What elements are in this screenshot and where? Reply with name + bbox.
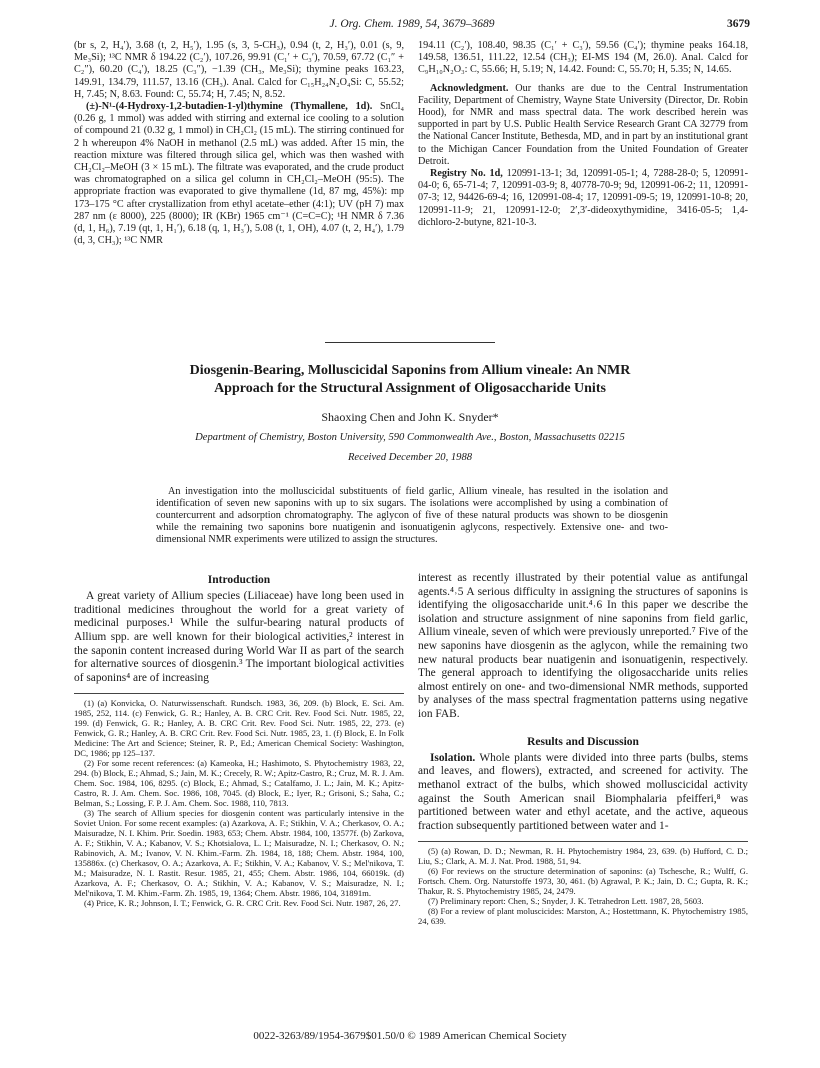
authors: Shaoxing Chen and John K. Snyder* [321,410,499,424]
isolation-paragraph [418,752,748,834]
acknowledgment-paragraph [418,83,748,168]
page-number: 3679 [727,18,750,30]
footnote: (1) (a) Konvicka, O. Naturwissenschaft. Rundsch. 1983, 36, 209. (b) Block, E. Sci. Am. 1985, 252, 114. (c) Fenwick, G. R.; Hanley, A. B. CRC Crit. Rev. Food Sci. Nutr. 1985, 22, 199. (d) Fenwick, G. R.; Hanley, A. B. CRC Crit. Rev. Food Sci. Nutr. 1985, 22, 273. (e) Fenwick, G. R.; Hanley, A. B. CRC Crit. Rev. Food Sci. Nutr. 1985, 23, 1. (f) Block, E. In Folk Medicine: The Art and Science; Steiner, R. P., Ed.; American Chemical Society: Washington, DC, 1986; pp 125–137. [74,698,404,759]
footnote: (3) The search of Allium species for diosgenin content was particularly intensive in the Soviet Union. For some recent examples: (a) Azarkova, A. F.; Stikhin, V. A.; Cherkasov, O. A.; Maisuradze, N. I. Khim. Prir. Soedin. 1983, 653; Chem. Abstr. 1984, 100, 13577f. (b) Zarkova, A. F.; Stikhin, V. A.; Kabanov, V. S.; Khotsialova, L. I.; Maisuradze, N. I.; Cherkasov, O. N.; Rabinovich, A. M.; Ivanov, V. N. Khim.-Farm. Zh. 1984, 18, 188; Chem. Abstr. 1984, 100, 135886x. (c) Cherkasov, O. A.; Azarkova, A. F.; Stikhin, V. A.; Kabanov, V. S.; Mel'nikova, T. M.; Maisuradze, N. I. Rastit. Resur. 1985, 21, 455; Chem. Abstr. 1986, 104, 66019k. (d) Azarkova, A. F.; Cherkasov, O. A.; Stikhin, V. A.; Kabanov, V. S.; Maisuradze, N. I.; Mel'nikova, T. M. Khim.-Farm. Zh. 1985, 19, 1364; Chem. Abstr. 1986, 104, 31891m. [74,808,404,899]
abstract: An investigation into the molluscicidal substituents of field garlic, Allium vineale, has resulted in the isolation and identification of seven new saponins with up to six sugars. The isolations were accomplished by using a combination of countercurrent and adsorption chromatography. The aglycon of five of these natural products was shown to be diosgenin while the remaining two saponins bore nuatigenin and isonuatigenin aglycons, respectively. Extensive one- and two-dimensional NMR experiments were utilized to assign the structures. [156,486,668,545]
nmr-continuation: 194.11 (C₂′), 108.40, 98.35 (C₁′ + C₃′), 59.56 (C₄′); thymine peaks 164.18, 149.58, 136.51, 111.22, 12.54 (CH₃); EI-MS 194 (M, 26.0). Anal. Calcd for C₉H₁₀N₂O₃: C, 55.66; H, 5.19; N, 14.42. Found: C, 55.70; H, 5.35; N, 14.65. [418,40,748,76]
previous-article-right-column [418,40,748,229]
received-date: Received December 20, 1988 [347,452,473,463]
registry-heading: Registry No. 1d, [430,168,503,180]
introduction-text: A great variety of Allium species (Liliaceae) have long been used in traditional medicines throughout the world for a great variety of medicinal purposes.¹ While the sulfur-bearing natural products of Allium spp. are well known for their biological activities,² interest in the saponin content increased during World War II as part of the search for alternative sources of diosgenin.³ The important biological activities of saponins⁴ are of increasing [74,590,404,684]
footnote: (4) Price, K. R.; Johnson, I. T.; Fenwick, G. R. CRC Crit. Rev. Food Sci. Nutr. 1987, 26, 27. [84,898,401,909]
left-body-column [74,572,404,908]
thymallene-paragraph [74,101,404,247]
registry-paragraph [418,168,748,229]
introduction-heading: Introduction [207,574,271,586]
title-line-2: Approach for the Structural Assignment of Oligosaccharide Units [214,381,606,396]
isolation-heading: Isolation. [430,751,476,764]
footnote: (2) For some recent references: (a) Kameoka, H.; Hashimoto, S. Phytochemistry 1983, 22, 294. (b) Block, E.; Ahmad, S.; Jain, M. K.; Crecely, R. W.; Apitz-Castro, R.; Cruz, M. R. J. Am. Chem. Soc. 1984, 106, 8295. (c) Block, E.; Ahmad, S.; Catalfamo, J. L.; Jain, M. K.; Apitz-Castro, R. J. Am. Chem. Soc. 1986, 108, 7045. (d) Block, E.; Iyer, R.; Grisoni, S.; Saha, C.; Belman, S.; Lossing, F. P. J. Am. Chem. Soc. 1988, 110, 7813. [74,758,404,809]
article-title [100,362,720,398]
footnote: (8) For a review of plant moluscicides: Marston, A.; Hostettmann, K. Phytochemistry 1985, 24, 639. [418,906,748,927]
footnote-divider [418,841,748,842]
footnote: (7) Preliminary report: Chen, S.; Snyder, J. K. Tetrahedron Lett. 1987, 28, 5603. [428,896,704,907]
journal-citation: J. Org. Chem. 1989, 54, 3679–3689 [329,18,495,30]
isolation-text: Whole plants were divided into three parts (bulbs, stems and leaves, and flowers), extracted, and screened for activity. The methanol extract of the bulbs, which showed molluscicidal activity against the South American snail Biomphalaria pfeifferi,⁸ was partitioned between water and ethyl acetate, and the active, aqueous fraction subsequently partitioned between water and 1- [418,751,748,832]
introduction-continued: interest as recently illustrated by their potential value as antifungal agents.⁴˒5 A serious difficulty in assigning the structures of saponins is identifying the oligosaccharide unit.⁴˒6 In this paper we describe the isolation and structure assignment of nine saponins from field garlic, Allium vineale, seven of which were previously unreported.⁷ Five of the new saponins have diosgenin as the aglycon, while the remaining two new natural products bear nuatigenin and isonuatigenin, respectively. The general approach to identifying the oligosaccharide units relies almost entirely on one- and two-dimensional NMR methods, supported by analyses of the mass spectral fragmentation patterns using negative ion FAB. [418,572,748,720]
registry-text: 120991-13-1; 3d, 120991-05-1; 4, 7288-28-0; 5, 120991-04-0; 6, 65-71-4; 7, 120991-03-9; 8, 40778-70-9; 9d, 120991-06-2; 11, 120991-07-3; 12, 94426-69-4; 16, 120991-08-4; 17, 120991-09-5; 19, 120991-10-8; 20, 120991-11-9; 21, 120991-12-0; 2′,3′-dideoxythymidine, 3416-05-5; 1,4-dichloro-2-butyne, 821-10-3. [418,168,748,228]
footnote-divider [74,693,404,694]
affiliation: Department of Chemistry, Boston University, 590 Commonwealth Ave., Boston, Massachusetts 02215 [195,432,625,443]
acknowledgment-text: Our thanks are due to the Central Instrumentation Facility, Department of Chemistry, Wayne State University (Director, Dr. Robin Hood), for NMR and mass spectral data. The work described herein was supported in part by U.S. Public Health Service Research Grant CA 32779 from the National Cancer Institute, Bethesda, MD, and in part by an institutional grant to the Michigan Cancer Foundation from the United Foundation of Greater Detroit. [418,82,748,167]
article-divider [325,342,495,343]
right-body-column [418,572,748,926]
footnote: (6) For reviews on the structure determination of saponins: (a) Tschesche, R.; Wulff, G. Fortsch. Chem. Org. Naturstoffe 1973, 30, 461. (b) Agrawal, P. K.; Jain, D. C.; Gupta, R. K.; Thakur, R. S. Phytochemistry 1985, 24, 2479. [418,866,748,897]
footnote: (5) (a) Rowan, D. D.; Newman, R. H. Phytochemistry 1984, 23, 639. (b) Hufford, C. D.; Liu, S.; Clark, A. M. J. Nat. Prod. 1988, 51, 94. [418,846,748,867]
footnotes-left [74,698,404,908]
running-head [74,18,750,30]
footnotes-right [418,846,748,926]
previous-article-left-column [74,40,404,247]
acknowledgment-heading: Acknowledgment. [430,82,509,94]
compound-procedure: SnCl₄ (0.26 g, 1 mmol) was added with stirring and external ice cooling to a solution of compound 21 (0.32 g, 1 mmol) in CH₂Cl₂ (15 mL). The stirring continued for 2 h whereupon 4% NaOH in methanol (2.5 mL) was added. After 15 min, the reaction mixture was filtered through silica gel, which was then washed with CH₂Cl₂–MeOH (3 × 15 mL). The filtrate was evaporated, and the crude product was chromatographed on a silica gel column in CH₂Cl₂–MeOH (95:5). The appropriate fraction was evaporated to give thymallene (1d, 87 mg, 45%): mp 173–175 °C after crystallization from ethyl acetate–ether (4:1); UV (pH 7) max 287 nm (ε 8000), 225 (8000); IR (KBr) 1965 cm⁻¹ (C=C=C); ¹H NMR δ 7.36 (d, 1, H₆), 7.19 (qt, 1, H₁′), 6.18 (q, 1, H₃′), 5.08 (t, 1, OH), 4.07 (t, 2, H₄′), 1.79 (d, 3, CH₃); ¹³C NMR [74,101,404,247]
compound-heading: (±)-N¹-(4-Hydroxy-1,2-butadien-1-yl)thymine (Thymallene, 1d). [86,101,373,113]
title-line-1: Diosgenin-Bearing, Molluscicidal Saponins from Allium vineale: An NMR [189,363,631,378]
results-heading: Results and Discussion [527,735,639,748]
nmr-data-paragraph: (br s, 2, H₄′), 3.68 (t, 2, H₅′), 1.95 (s, 3, 5-CH₃), 0.94 (t, 2, H₃′), 0.01 (s, 9, Me₃Si); ¹³C NMR δ 194.22 (C₂′), 107.26, 99.91 (C₁′ + C₃′), 70.59, 67.72 (C₁″ + C₂″), 60.20 (C₄′), 18.25 (C₃″), −1.39 (CH₃, Me₃Si); thymine peaks 163.23, 149.91, 134.79, 111.57, 13.16 (CH₃). Anal. Calcd for C₁₅H₂₄N₂O₄Si: C, 55.52; H, 7.45; N, 8.63. Found: C, 55.74; H, 7.45; N, 8.52. [74,40,404,100]
copyright-footer: 0022-3263/89/1954-3679$01.50/0 © 1989 American Chemical Society [253,1030,567,1042]
